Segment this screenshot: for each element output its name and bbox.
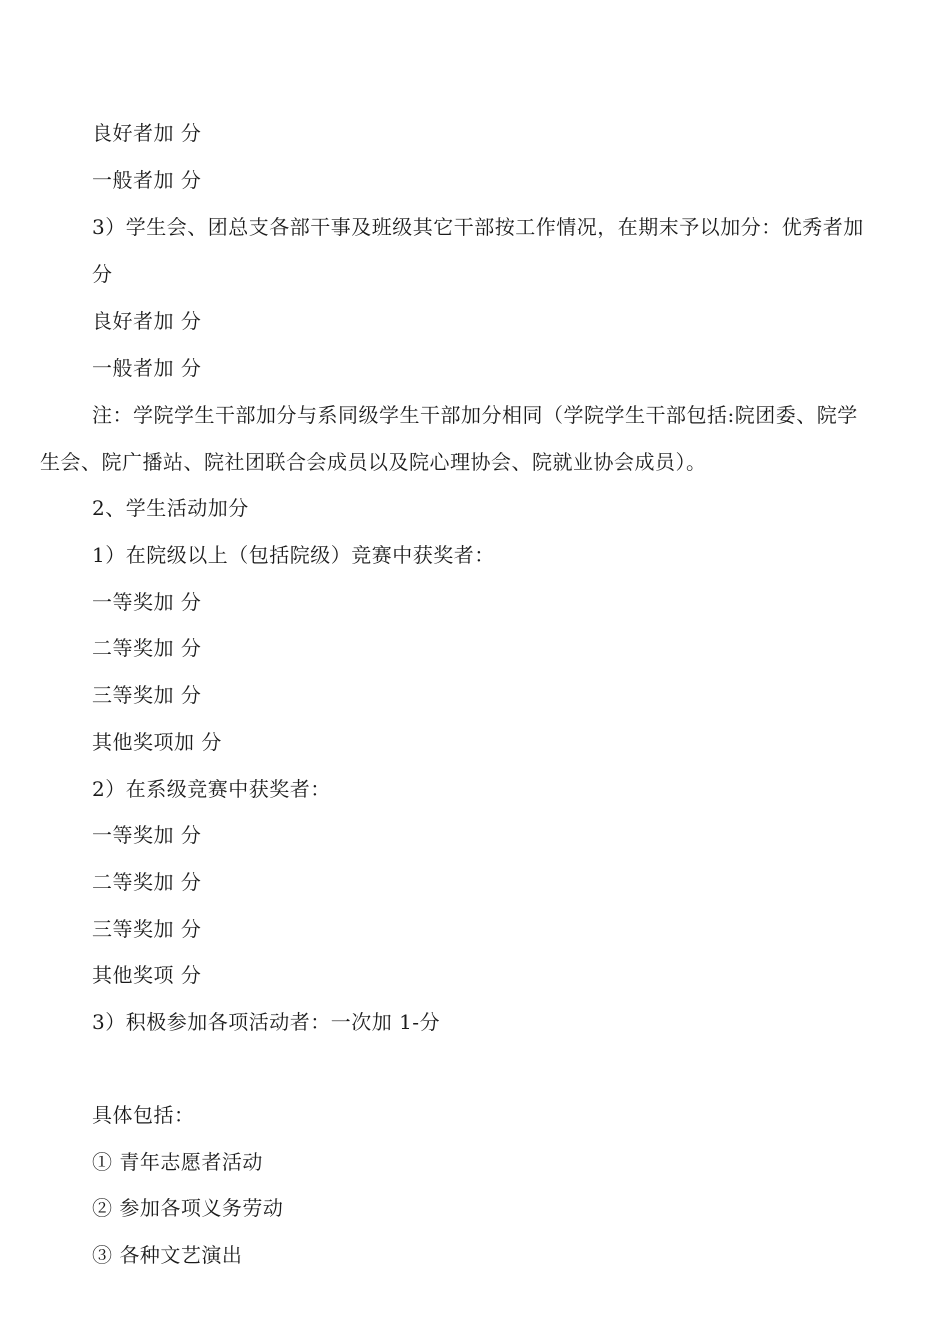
text-line: 一般者加 分 — [92, 356, 202, 380]
list-item: ③ 各种文艺演出 — [92, 1243, 243, 1267]
text-line: 一般者加 分 — [92, 168, 202, 192]
text-line: 三等奖加 分 — [92, 917, 202, 941]
text-line: 3）积极参加各项活动者：一次加 1-分 — [92, 1010, 441, 1034]
text-line: 生会、院广播站、院社团联合会成员以及院心理协会、院就业协会成员）。 — [40, 450, 707, 474]
text-line: 2）在系级竞赛中获奖者： — [92, 777, 331, 801]
text-line: 具体包括： — [92, 1103, 195, 1127]
text-line: 二等奖加 分 — [92, 870, 202, 894]
text-line: 三等奖加 分 — [92, 683, 202, 707]
text-line: 3）学生会、团总支各部干事及班级其它干部按工作情况，在期末予以加分：优秀者加 — [92, 215, 864, 239]
list-item: ① 青年志愿者活动 — [92, 1150, 263, 1174]
list-item: ② 参加各项义务劳动 — [92, 1196, 284, 1220]
text-line: 一等奖加 分 — [92, 823, 202, 847]
text-line: 一等奖加 分 — [92, 590, 202, 614]
text-line: 其他奖项 分 — [92, 963, 202, 987]
text-line: 良好者加 分 — [92, 121, 202, 145]
text-line: 良好者加 分 — [92, 309, 202, 333]
text-line: 二等奖加 分 — [92, 636, 202, 660]
text-line: 1）在院级以上（包括院级）竞赛中获奖者： — [92, 543, 495, 567]
text-line: 其他奖项加 分 — [92, 730, 222, 754]
text-line: 分 — [92, 262, 113, 286]
text-line: 注：学院学生干部加分与系同级学生干部加分相同（学院学生干部包括:院团委、院学 — [92, 403, 858, 427]
section-heading: 2、学生活动加分 — [92, 496, 249, 520]
